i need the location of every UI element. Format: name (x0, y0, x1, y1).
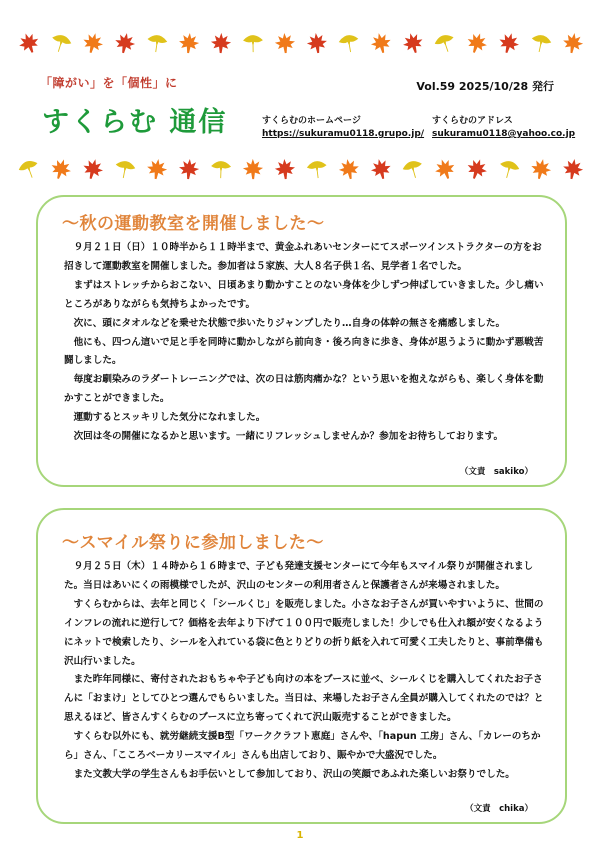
maple-leaf-icon (399, 29, 426, 56)
maple-leaf-icon (47, 155, 74, 182)
ginkgo-leaf-icon (112, 156, 138, 182)
article-paragraph: また文教大学の学生さんもお手伝いとして参加しており、沢山の笑顔であふれた楽しいお祭りでした。 (73, 768, 515, 780)
article-sports-class (36, 195, 567, 487)
article-body (64, 239, 549, 447)
article-body (64, 558, 549, 785)
maple-leaf-icon (336, 156, 361, 181)
article-paragraph: ９月２５日（木）１４時から１６時まで、子ども発達支援センターにて今年もスマイル祭りが開催されました。当日はあいにくの雨模様でしたが、沢山のセンターの利用者さんと保護者さんが来場されました。 (64, 561, 534, 591)
article-credit: （文責 sakiko） (459, 467, 533, 477)
autumn-leaf-border-bottom (18, 156, 584, 182)
page-number: 1 (296, 830, 304, 841)
maple-leaf-icon (210, 32, 233, 55)
email-label: すくらむのアドレス (432, 116, 513, 126)
maple-leaf-icon (273, 157, 296, 180)
article-paragraph: 毎度お馴染みのラダートレーニングでは、次の日は筋肉痛かな？という思いを抱えながらも、楽しく身体を動かすことができました。 (64, 374, 544, 405)
article-paragraph: ９月２１日（日）１０時半から１１時半まで、黄金ふれあいセンターにてスポーツインストラクターの方をお招きして運動教室を開催しました。参加者は５家族、大人８名子供１名、見学者１名でした。 (64, 242, 542, 272)
maple-leaf-icon (368, 156, 394, 182)
article-paragraph: すくらむからは、去年と同じく「シールくじ」を販売しました。小さなお子さんが買いやすいように、世間のインフレの流れに逆行して？価格を去年より下げて１００円で販売しました！少しでも仕入れ額が安くなるようにネットで検索したり、シールを入れている袋に色とりどりの折り紙を入れて可愛く工夫したりと、事前準備も沢山行いました。 (64, 598, 544, 667)
maple-leaf-icon (112, 30, 138, 56)
maple-leaf-icon (145, 157, 170, 182)
ginkgo-leaf-icon (305, 157, 330, 182)
ginkgo-leaf-icon (336, 30, 361, 55)
maple-leaf-icon (431, 155, 459, 183)
homepage-contact (262, 115, 424, 141)
article-paragraph: また昨年同様に、寄付されたおもちゃや子ども向けの本をブースに並べ、シールくじを購入してくれたお子さんに「おまけ」としてひとつ選んでもらいました。当日は、来場したお子さん全員が購入してくれたのでは？と思えるほど、皆さんすくらむのブースに立ち寄ってくれて沢山販売することができました。 (64, 674, 544, 724)
ginkgo-leaf-icon (145, 31, 170, 56)
article-paragraph: すくらむ以外にも、就労継続支援B型「ワーククラフト恵庭」さんや、「hapun 工房」さん、「カレーのちから」さん、「こころベーカリースマイル」さんも出店しており、賑やかで大盛況でした。 (64, 731, 541, 762)
maple-leaf-icon (560, 30, 585, 55)
ginkgo-leaf-icon (47, 29, 74, 56)
article-title: ～秋の運動教室を開催しました～ (62, 214, 325, 234)
article-title: ～スマイル祭りに参加しました～ (62, 533, 324, 553)
email-link[interactable]: sukuramu0118@yahoo.co.jp (432, 129, 576, 139)
maple-leaf-icon (305, 31, 330, 56)
ginkgo-leaf-icon (15, 155, 43, 183)
maple-leaf-icon (80, 156, 107, 183)
maple-leaf-icon (177, 31, 201, 55)
maple-leaf-icon (242, 158, 264, 180)
maple-leaf-icon (273, 31, 296, 54)
maple-leaf-icon (560, 156, 585, 181)
tagline: 「障がい」を「個性」に (40, 76, 178, 90)
ginkgo-leaf-icon (242, 32, 264, 54)
maple-leaf-icon (368, 30, 394, 56)
ginkgo-leaf-icon (431, 29, 459, 57)
article-smile-festival (36, 508, 567, 824)
maple-leaf-icon (463, 29, 491, 57)
article-paragraph: 次に、頭にタオルなどを乗せた状態で歩いたりジャンプしたり…自身の体幹の無さを痛感しました。 (73, 317, 506, 329)
ginkgo-leaf-icon (496, 156, 523, 183)
article-credit: （文責 chika） (465, 804, 533, 814)
maple-leaf-icon (15, 29, 43, 57)
article-paragraph: まずはストレッチからおこない、日頃あまり動かすことのない身体を少しずつ伸ばしていきました。少し痛いところがありながらも気持ちよかったです。 (64, 279, 544, 310)
ginkgo-leaf-icon (399, 155, 426, 182)
article-paragraph: 他にも、四つん這いで足と手を同時に動かしながら前向き・後ろ向きに歩き、身体が思うように動かず悪戦苦闘しました。 (64, 336, 544, 367)
maple-leaf-icon (496, 30, 523, 57)
homepage-label: すくらむのホームページ (262, 116, 361, 126)
newsletter-title: すくらむ 通信 (42, 107, 228, 138)
maple-leaf-icon (80, 30, 107, 57)
autumn-leaf-border-top (18, 30, 584, 56)
article-paragraph: 次回は冬の開催になるかと思います。一緒にリフレッシュしませんか？参加をお待ちしております。 (73, 431, 504, 443)
homepage-link[interactable]: https://sukuramu0118.grupo.jp/ (262, 129, 425, 139)
maple-leaf-icon (463, 155, 491, 183)
ginkgo-leaf-icon (528, 30, 554, 56)
maple-leaf-icon (528, 156, 554, 182)
ginkgo-leaf-icon (210, 158, 233, 181)
maple-leaf-icon (177, 157, 201, 181)
article-paragraph: 運動するとスッキリした気分になれました。 (73, 412, 266, 424)
issue-info: Vol.59 2025/10/28 発行 (416, 80, 554, 93)
email-contact (432, 115, 575, 141)
